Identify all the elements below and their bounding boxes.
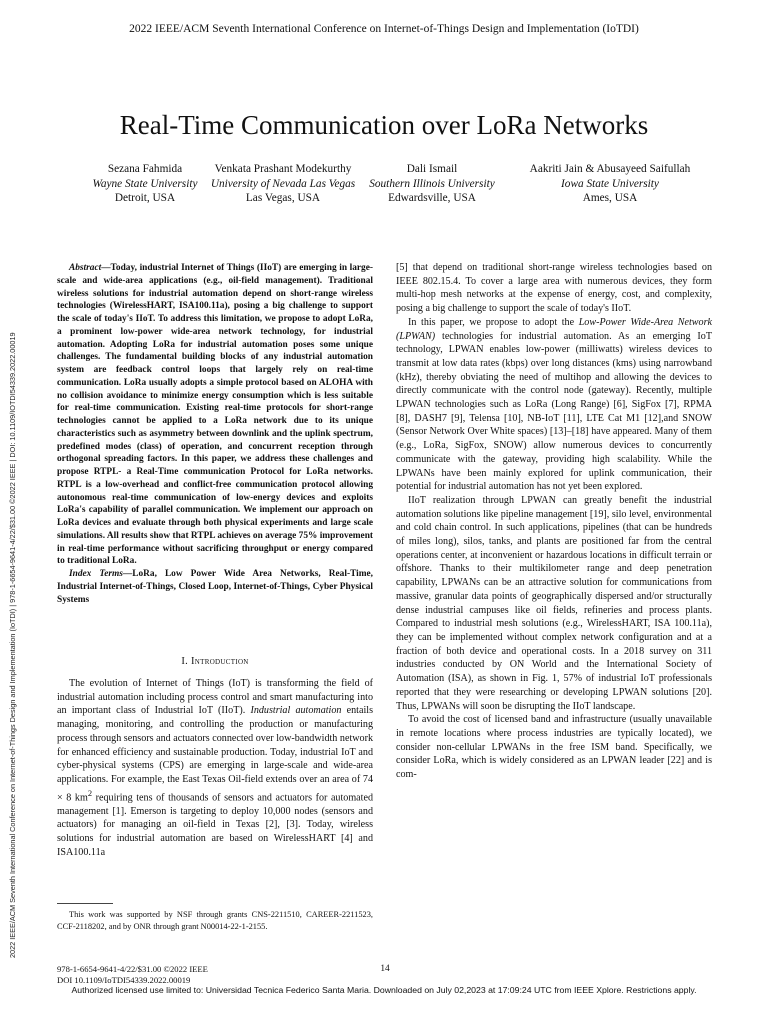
- abstract-label: Abstract: [69, 263, 102, 273]
- intro-text: requiring tens of thousands of sensors and actuators for automated management [1]. Emerson is targeting to deploy 10,000 nodes (sensors and actuators) for managing an oil-field in Texas [2], [3]. Today, wireless solutions for industrial automation are based on WirelessHART [4] and ISA100.11a: [57, 791, 373, 858]
- author-block: [366, 162, 498, 206]
- sidebar-citation: [2, 135, 17, 967]
- body-text: In this paper, we propose to adopt the: [408, 316, 579, 328]
- body-paragraph: IIoT realization through LPWAN can greatly benefit the industrial automation solutions like pipeline management [19], silo level, environmental and cold chain control. In such applications, pipelines (that can be hundreds of miles long), silos, tanks, and plants are positioned far from the central operations center, at inconvenient or hazardous locations in difficult terrain or offshore. Thanks to their multikilometer range and deep penetration capability, LPWANs can be an attractive solution for communications from massive, granular data points of geographically dispersed and/or structurally dense industrial campuses like oil fields, refineries and process plants. Compared to industrial mesh solutions (e.g., WirelessHART, ISA 100.11a), they can be implemented without complex network configuration and at a fraction of both device and operational costs. In a 2018 survey on 311 industries conducted by ON World and the International Society of Automation (ISA), as shown in Fig. 1, 57% of industrial IoT professionals reported that they were researching or developing LPWAN solutions [20]. Thus, LPWANs will soon be disrupting the IIoT landscape.: [396, 494, 712, 712]
- intro-emphasis: Industrial automation: [250, 705, 342, 717]
- body-paragraph: [5] that depend on traditional short-range wireless technologies based on IEEE 802.15.4. To cover a large area with numerous devices, they form multi-hop mesh networks at the expense of energy, cost, and complexity, posing a big challenge to support the scale of today's IIoT.: [396, 262, 712, 315]
- footer-isbn: 978-1-6654-9641-4/22/$31.00 ©2022 IEEE: [57, 964, 208, 974]
- abstract-text: —Today, industrial Internet of Things (IIoT) are emerging in large-scale and wide-area applications (e.g., oil-field management). Traditional wireless solutions for industrial automation depend on short-range wireless technologies (WirelessHART, ISA100.11a), posing a big challenge to support the scale of today's IIoT. To address this limitation, we propose to adopt LoRa, a prominent low-power wide-area network technology, for industrial automation. Adopting LoRa for industrial automation poses some unique challenges. The fundamental building blocks of any industrial automation system are feedback control loops that largely rely on real-time communication. LoRa usually adopts a simple protocol based on ALOHA with no collision avoidance to minimize energy consumption which is less suitable for real-time communication. Existing real-time protocols for short-range technologies cannot be applied to a LoRa network due to its unique characteristics such as asymmetry between downlink and the uplink spectrum, predefined modes (class) of operation, and concurrent reception through orthogonal spreading factors. In this paper, we address these challenges and propose RTPL- a Real-Time communication Protocol for LoRa networks. RTPL is a low-overhead and conflict-free communication protocol allowing autonomous real-time communication of low-energy devices and exploits LoRa's capability of parallel communication. We implement our approach on LoRa devices and evaluate through both physical experiments and large scale simulations. All results show that RTPL achieves on average 75% improvement in real-time performance without sacrificing throughput or energy compared to traditional LoRa.: [57, 263, 373, 567]
- license-notice: Authorized licensed use limited to: Universidad Tecnica Federico Santa Maria. Downloaded on July 02,2023 at 17:09:24 UTC from IEEE Xplore. Restrictions apply.: [71, 985, 697, 995]
- body-text: technologies for industrial automation. As an emerging IoT technology, LPWAN enables low-power (milliwatts) wireless devices to transmit at low data rates (kbps) over long distances (kms) using narrowband (kHz), thereby obviating the need of multihop and allowing the devices to directly communicate with the control node (gateway). Recently, multiple LPWAN technologies such as LoRa (Long Range) [6], SigFox [7], RPMA [8], DASH7 [9], Telensa [10], NB-IoT [11], LTE Cat M1 [12],and SNOW (Sensor Network Over White spaces) [13]–[18] have appeared. Many of them (e.g., LoRa, SigFox, SNOW) allow numerous devices to concurrently communicate with the gateway, providing high scalability. While the LPWANs have been mainly explored for uplink communication, their potential for industrial automation has not yet been explored.: [396, 330, 712, 493]
- intro-superscript: 2: [87, 788, 93, 798]
- author-name: Dali Ismail: [406, 163, 458, 175]
- footnote-rule: [57, 903, 113, 904]
- body-paragraph: [396, 316, 712, 494]
- index-terms-label: Index Terms: [69, 569, 123, 579]
- section-title: Introduction: [191, 656, 249, 667]
- author-block: [200, 162, 366, 206]
- intro-column: [57, 677, 373, 860]
- body-emphasis: Low-Power Wide-Area Network (LPWAN): [396, 316, 712, 342]
- author-affiliation: Iowa State University: [561, 177, 659, 190]
- author-location: Detroit, USA: [114, 192, 176, 204]
- author-affiliation: University of Nevada Las Vegas: [210, 177, 356, 190]
- author-affiliation: Southern Illinois University: [369, 177, 495, 190]
- footnote-text: This work was supported by NSF through grants CNS-2211510, CAREER-2211523, CCF-2118202, and by ONR through grant N00014-22-1-2155.: [57, 910, 373, 931]
- author-name: Sezana Fahmida: [107, 163, 183, 175]
- index-terms-text: —LoRa, Low Power Wide Area Networks, Real-Time, Industrial Internet-of-Things, Closed Loop, Internet-of-Things, Cyber Physical Systems: [57, 569, 373, 605]
- abstract: [57, 262, 373, 606]
- author-affiliation: Wayne State University: [92, 177, 198, 190]
- author-name: Aakriti Jain & Abusayeed Saifullah: [529, 163, 691, 175]
- section-number: I.: [181, 656, 189, 667]
- author-location: Ames, USA: [582, 192, 638, 204]
- author-block: [500, 162, 720, 206]
- author-block: [80, 162, 210, 206]
- intro-paragraph: [57, 677, 373, 860]
- conference-header: 2022 IEEE/ACM Seventh International Conference on Internet-of-Things Design and Implementation (IoTDI): [129, 23, 639, 35]
- section-heading: [57, 656, 373, 667]
- right-column: [396, 261, 712, 782]
- paper-title: Real-Time Communication over LoRa Networks: [119, 110, 649, 140]
- funding-footnote: [57, 909, 373, 933]
- footer-doi: DOI 10.1109/IoTDI54339.2022.00019: [57, 975, 191, 985]
- author-name: Venkata Prashant Modekurthy: [214, 163, 352, 175]
- author-location: Edwardsville, USA: [388, 192, 476, 204]
- intro-text: The evolution of Internet of Things (IoT) is transforming the field of industrial automation including process control and smart manufacturing into an important class of Industrial IoT (IIoT).: [57, 678, 373, 717]
- sidebar-citation-text: 2022 IEEE/ACM Seventh International Conference on Internet-of-Things Design and Implementation (IoTDI) | 978-1-6654-9641-4/22/$31.00 ©2022 IEEE | DOI: 10.1109/IOTDI54339.2022.00019: [8, 332, 17, 958]
- page-number: 14: [380, 964, 390, 974]
- author-location: Las Vegas, USA: [245, 192, 321, 204]
- intro-text: entails managing, monitoring, and controlling the production or manufacturing process through sensors and actuators connected over low-bandwidth network for enhanced efficiency and sustainable production. Today, industrial IoT and cyber-physical systems (CPS) are emerging in large-scale and wide-area applications. For example, the East Texas Oil-field extends over an area of 74 × 8 km: [57, 705, 373, 803]
- body-paragraph: To avoid the cost of licensed band and infrastructure (usually unavailable in remote locations where process industries are typically located), we consider non-cellular LPWANs in the free ISM band. Specifically, we consider LoRa, which is widely considered as an LPWAN leader [22] and is com-: [396, 714, 712, 781]
